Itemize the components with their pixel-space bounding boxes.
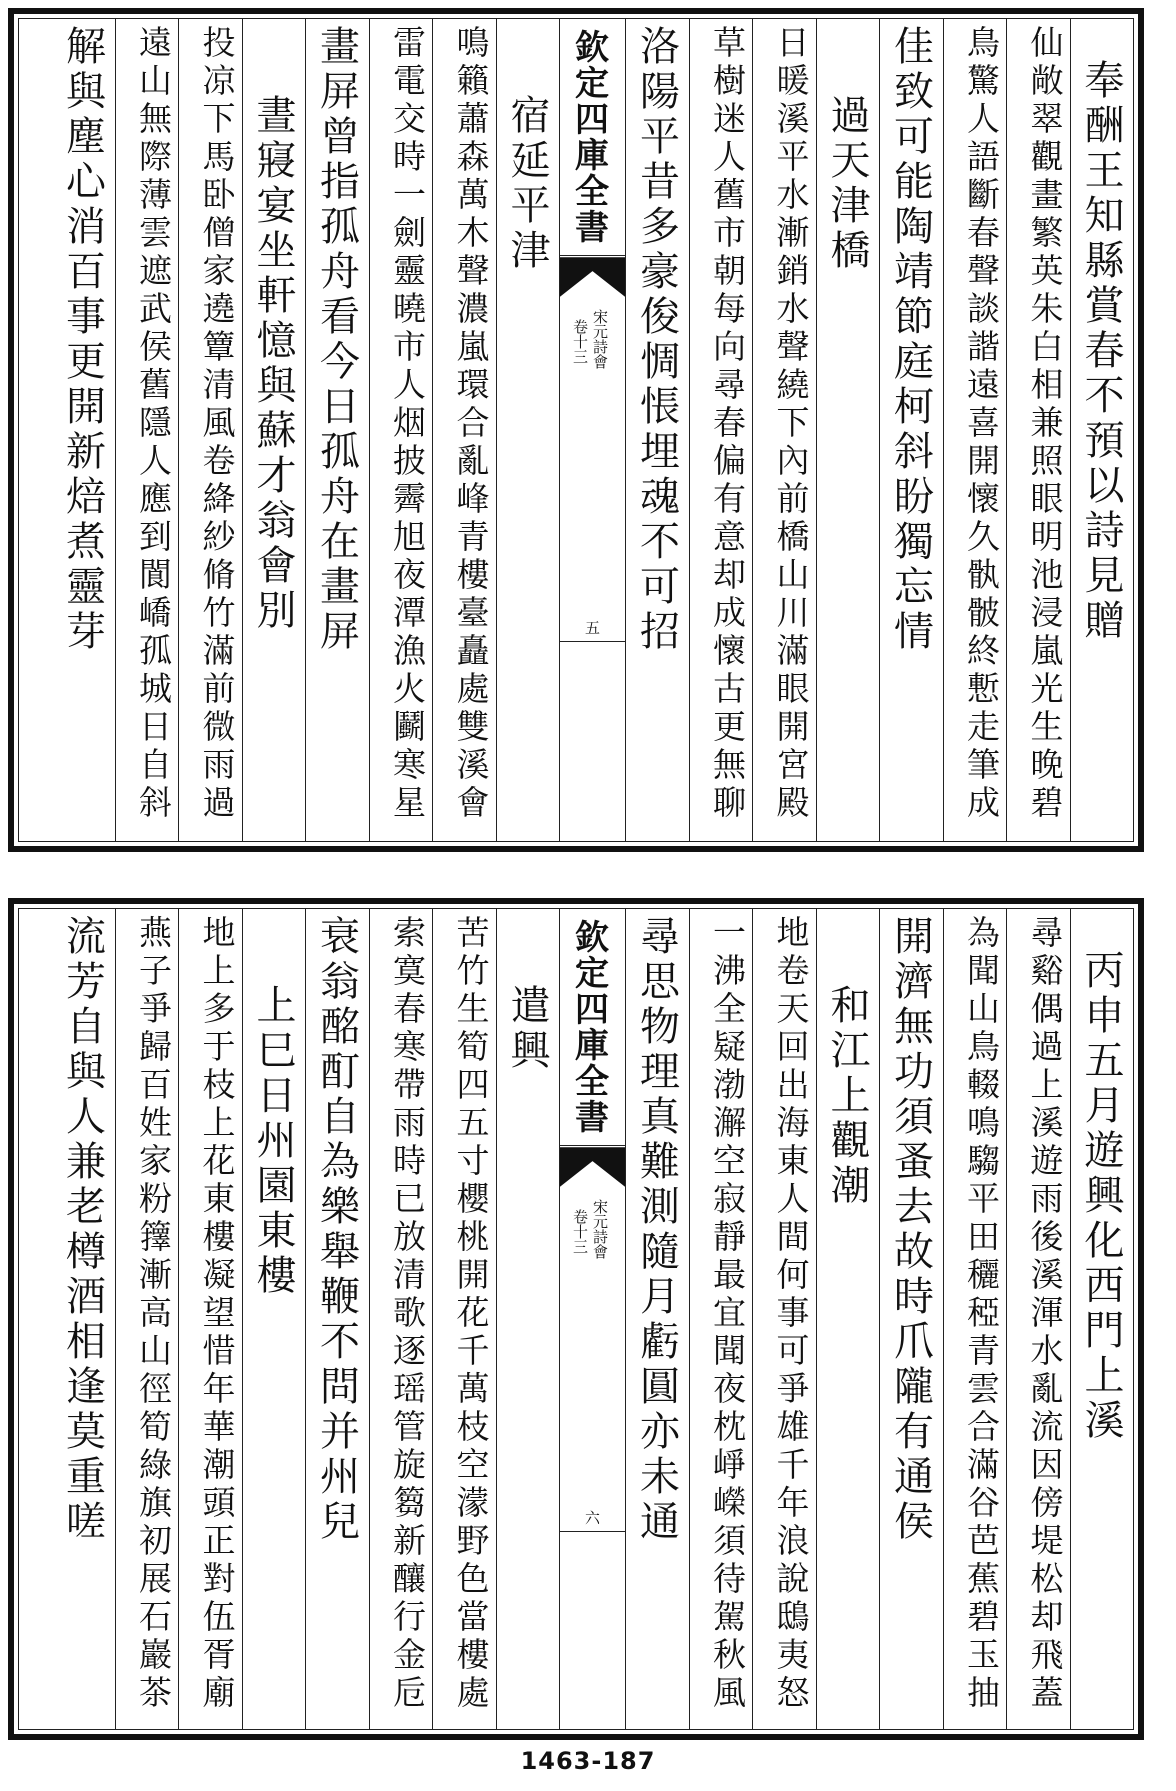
- verse-text: 畫屏曾指孤舟看今日孤舟在畫屏: [313, 25, 360, 655]
- verse-column: [369, 909, 433, 1729]
- poem-title-column: [816, 909, 880, 1729]
- verse-text: 仙敞翠觀畫繁英朱白相兼照眼明池浸嵐光生晚碧: [1025, 25, 1065, 823]
- verse-text: 鳥驚人語斷春聲談諧遠喜開懷久骫骳終慙走筆成: [962, 25, 1001, 823]
- gutter-book-title: 宋元詩會: [591, 309, 609, 369]
- verse-text: 燕子爭歸百姓家粉籜漸高山徑筍綠旗初展石巖茶: [134, 915, 173, 1713]
- verse-column: [1006, 19, 1070, 841]
- verse-column: [689, 909, 753, 1729]
- poem-title: 宿延平津: [504, 94, 550, 274]
- gutter-rule: [560, 1145, 625, 1146]
- verse-text: 佳致可能陶靖節庭柯斜盼獨忘情: [887, 25, 934, 655]
- verse-text: 鳴籟蕭森萬木聲濃嵐環合亂峰青樓臺矗處雙溪會: [451, 25, 491, 823]
- leaf-number: 五: [584, 619, 600, 637]
- bottom-page: [8, 898, 1144, 1740]
- verse-column: [51, 909, 115, 1729]
- poem-title: 和江上觀潮: [824, 984, 870, 1209]
- verse-column: [305, 19, 369, 841]
- verse-text: 苦竹生筍四五寸櫻桃開花千萬枝空濛野色當樓處: [451, 915, 491, 1713]
- verse-text: 地卷天回出海東人間何事可爭雄千年浪說鴟夷怒: [771, 915, 811, 1713]
- bottom-page-frame: [18, 908, 1134, 1730]
- fish-tail-mark-icon: [560, 257, 625, 297]
- verse-column: [432, 909, 496, 1729]
- verse-text: 流芳自與人兼老樽酒相逢莫重嗟: [59, 915, 106, 1545]
- verse-column: [369, 19, 433, 841]
- verse-text: 遠山無際薄雲遮武侯舊隱人應到閬嶠孤城日自斜: [134, 25, 173, 823]
- poem-title-column: [1070, 19, 1134, 841]
- verse-column: [178, 19, 242, 841]
- top-page-frame: [18, 18, 1134, 842]
- verse-column: [689, 19, 753, 841]
- center-gutter: [559, 909, 625, 1729]
- verse-column: [115, 909, 179, 1729]
- poem-title: 上巳日州園東樓: [250, 984, 296, 1299]
- top-columns: [19, 19, 1133, 841]
- gutter-book-title: 宋元詩會: [591, 1199, 609, 1259]
- verse-column: [432, 19, 496, 841]
- verse-column: [943, 19, 1007, 841]
- gutter-rule: [560, 641, 625, 642]
- verse-text: 雷電交時一劍靈曉市人烟披霽旭夜潭漁火鬬寒星: [388, 25, 427, 823]
- verse-text: 開濟無功須蚤去故時爪隴有通侯: [887, 915, 934, 1545]
- poem-title-column: [816, 19, 880, 841]
- verse-text: 洛陽平昔多豪俊惆悵埋魂不可招: [633, 25, 680, 655]
- verse-text: 索寞春寒帶雨時已放清歌逐瑶管旋篘新釀行金卮: [388, 915, 427, 1713]
- poem-title: 丙申五月遊興化西門上溪: [1078, 949, 1124, 1444]
- gutter-juan: 卷十三: [571, 1209, 589, 1254]
- poem-title-column: [242, 19, 306, 841]
- verse-text: 投凉下馬卧僧家遶簟清風卷絳紗脩竹滿前微雨過: [197, 25, 237, 823]
- verse-text: 一沸全疑渤澥空寂靜最宜聞夜枕崢嶸須待駕秋風: [708, 915, 747, 1713]
- verse-text: 地上多于枝上花東樓凝望惜年華潮頭正對伍胥廟: [197, 915, 237, 1713]
- poem-title-column: [496, 909, 560, 1729]
- verse-column: [943, 909, 1007, 1729]
- verse-text: 尋谿偶過上溪遊雨後溪渾水亂流因傍堤松却飛蓋: [1025, 915, 1065, 1713]
- gutter-title: 欽定四庫全書: [568, 29, 609, 245]
- verse-text: 尋思物理真難測隨月虧圓亦未通: [633, 915, 680, 1545]
- verse-column: [752, 909, 816, 1729]
- poem-title: 過天津橋: [824, 94, 870, 274]
- verse-column: [625, 19, 689, 841]
- poem-title-column: [496, 19, 560, 841]
- fish-tail-mark-icon: [560, 1147, 625, 1187]
- folio-number: 1463-187: [520, 1747, 656, 1775]
- bottom-columns: [19, 909, 1133, 1729]
- verse-column: [879, 19, 943, 841]
- center-gutter: [559, 19, 625, 841]
- gutter-juan: 卷十三: [571, 319, 589, 364]
- poem-title-column: [1070, 909, 1134, 1729]
- verse-text: 草樹迷人舊市朝每向尋春偏有意却成懷古更無聊: [708, 25, 747, 823]
- verse-text: 解與塵心消百事更開新焙煮靈芽: [59, 25, 106, 655]
- verse-column: [115, 19, 179, 841]
- poem-title: 遣興: [504, 984, 550, 1074]
- verse-text: 日暖溪平水漸銷水聲繞下內前橋山川滿眼開宮殿: [771, 25, 811, 823]
- verse-column: [51, 19, 115, 841]
- gutter-rule: [560, 1531, 625, 1532]
- verse-column: [1006, 909, 1070, 1729]
- poem-title-column: [242, 909, 306, 1729]
- verse-column: [879, 909, 943, 1729]
- verse-column: [752, 19, 816, 841]
- verse-text: 為聞山鳥輟鳴騶平田穲稏青雲合滿谷芭蕉碧玉抽: [962, 915, 1001, 1713]
- leaf-number: 六: [584, 1509, 600, 1527]
- top-page: [8, 8, 1144, 852]
- gutter-title: 欽定四庫全書: [568, 919, 609, 1135]
- verse-text: 衰翁酩酊自為樂舉鞭不問并州兒: [313, 915, 360, 1545]
- verse-column: [305, 909, 369, 1729]
- gutter-rule: [560, 255, 625, 256]
- verse-column: [625, 909, 689, 1729]
- verse-column: [178, 909, 242, 1729]
- poem-title: 晝寢宴坐軒憶與蘇才翁會別: [250, 94, 296, 634]
- poem-title: 奉酬王知縣賞春不預以詩見贈: [1078, 59, 1124, 644]
